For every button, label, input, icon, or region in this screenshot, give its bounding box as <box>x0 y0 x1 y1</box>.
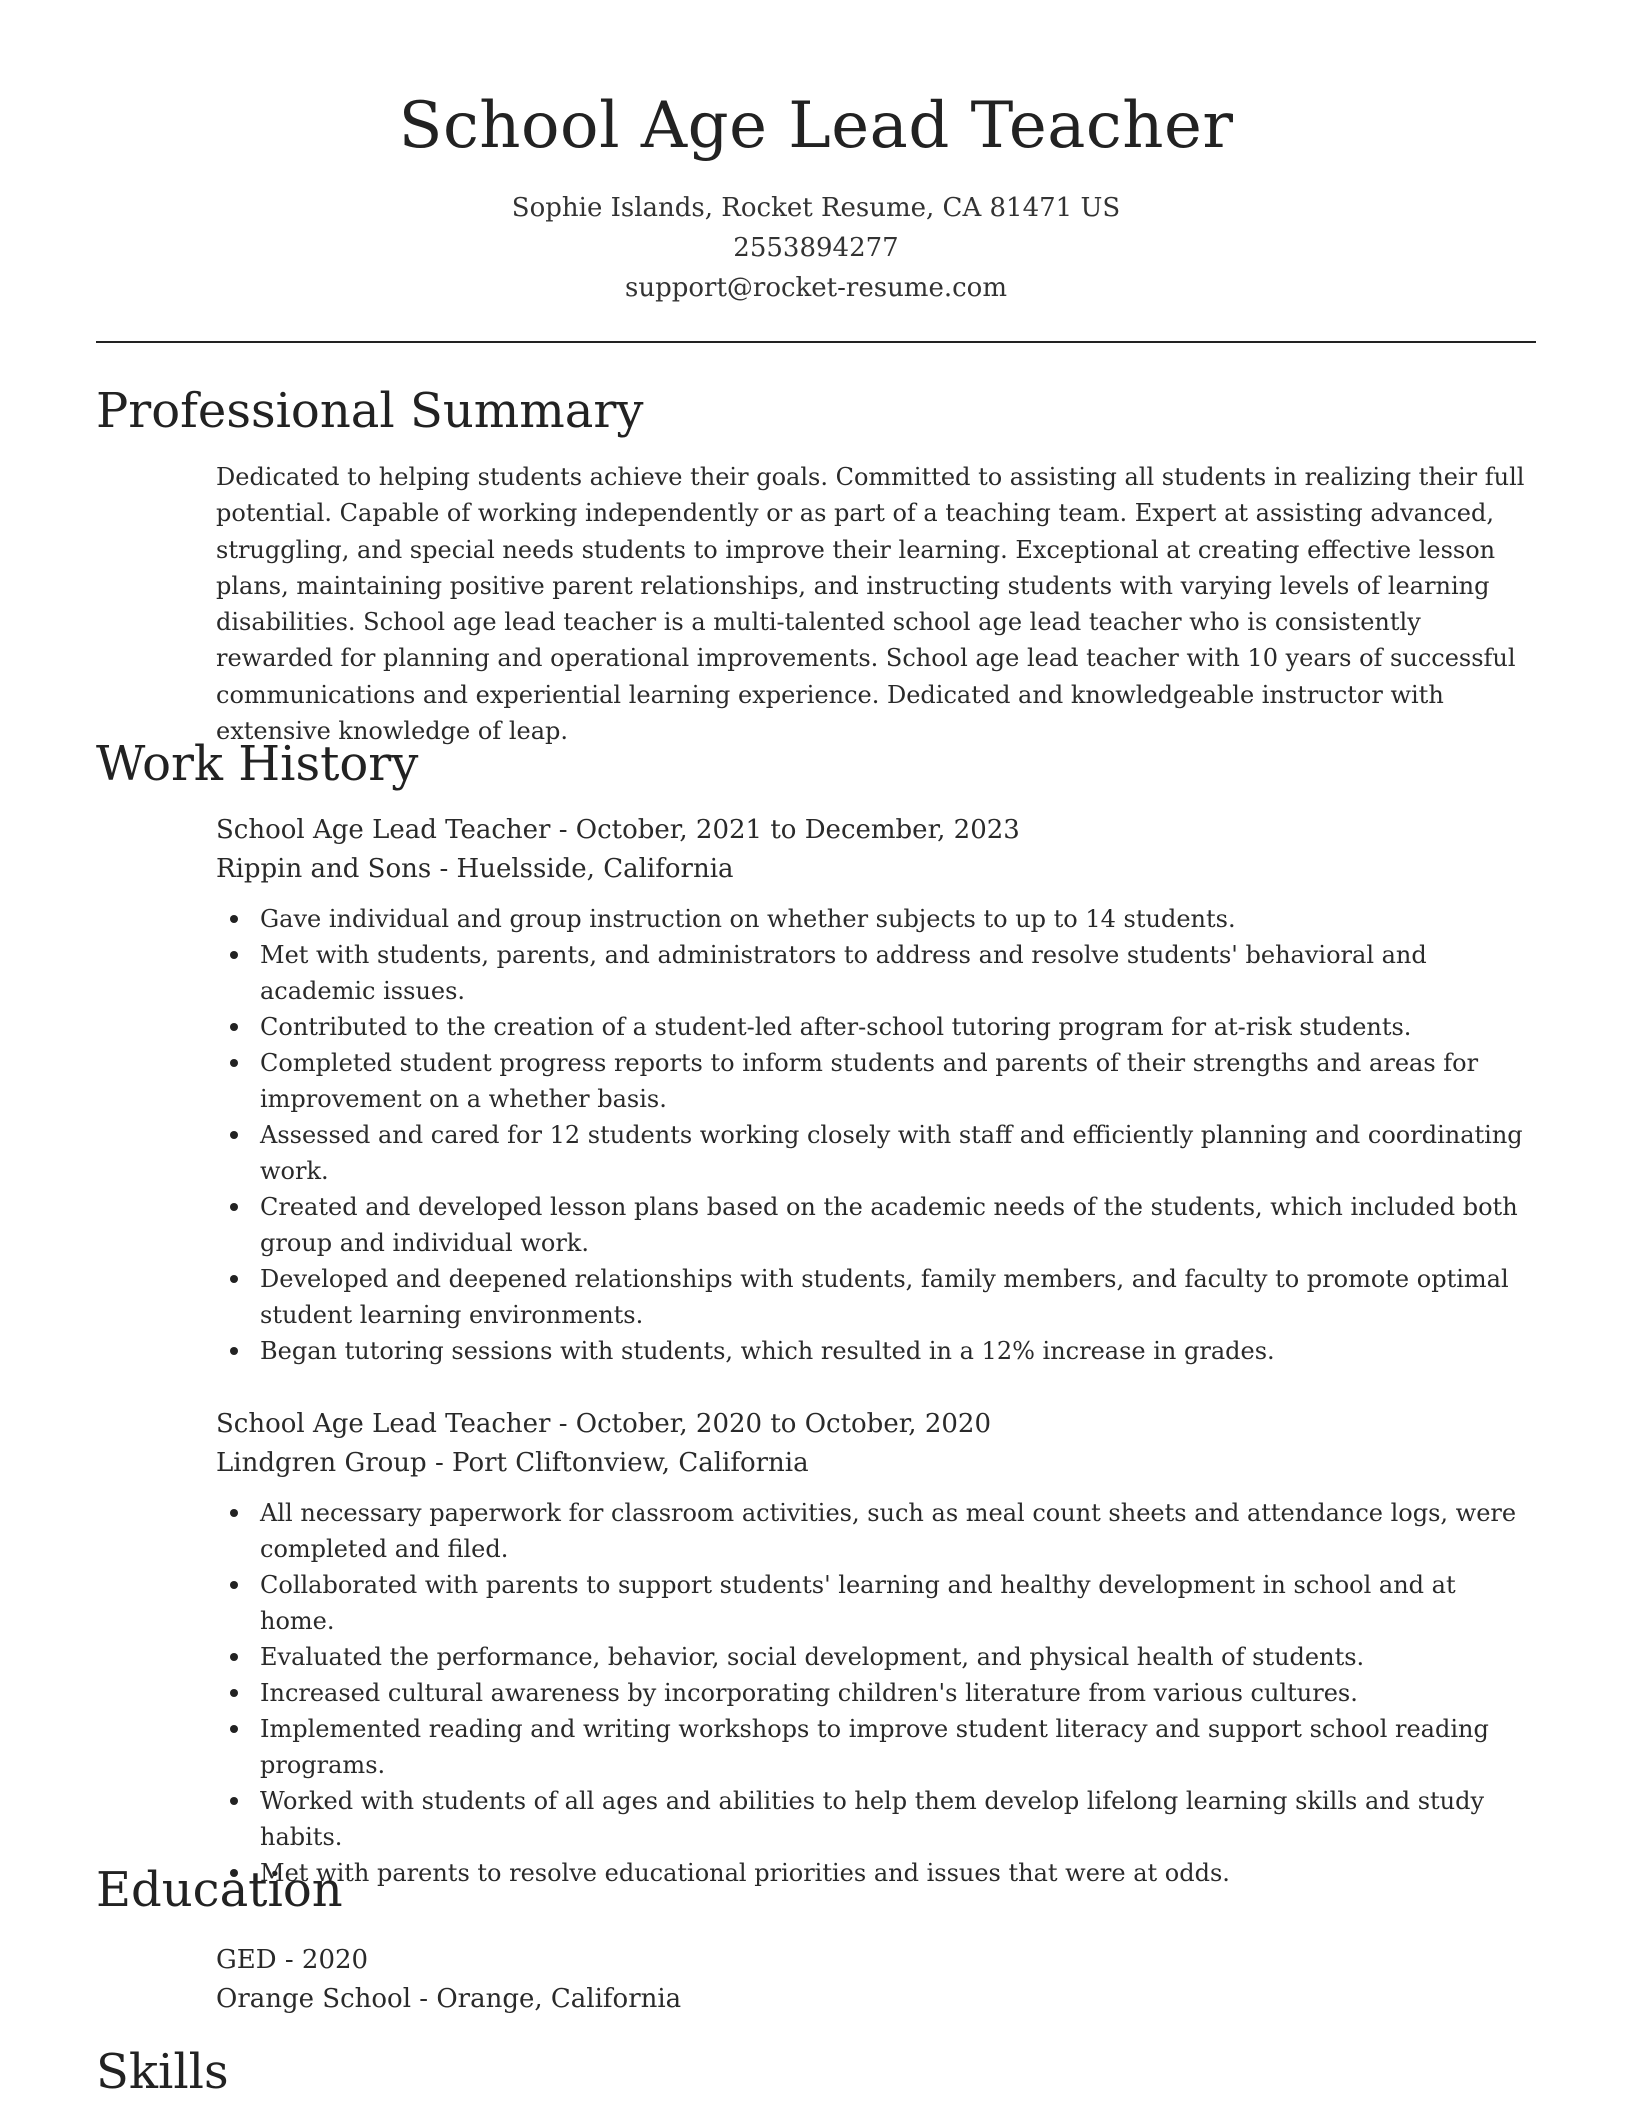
education-school: Orange School <box>216 1984 412 2014</box>
job-bullet-text: Met with students, parents, and administrators to address and resolve students' behavioral and academic issues. <box>260 941 1427 1005</box>
job-company-line <box>216 1444 1536 1483</box>
summary-text: Dedicated to helping students achieve their goals. Committed to assisting all students in realizing their full potential. Capable of working independently or as part of a teaching team. Expert at assisting advanced, struggling, and special needs students to improve their learning. Exceptional at creating effective lesson plans, maintaining positive parent relationships, and instructing students with varying levels of learning disabilities. School age lead teacher is a multi-talented school age lead teacher who is consistently rewarded for planning and operational improvements. School age lead teacher with 10 years of successful communications and experiential learning experience. Dedicated and knowledgeable instructor with extensive knowledge of leap. <box>216 463 1525 746</box>
job-bullet <box>216 1261 1536 1333</box>
job-entry <box>216 1405 1536 1891</box>
education-degree: GED <box>216 1945 277 1975</box>
job-location: - Port Cliftonview, California <box>426 1448 809 1478</box>
job-title-line <box>216 811 1536 850</box>
job-title: School Age Lead Teacher <box>216 1409 551 1439</box>
job-bullet-text: Developed and deepened relationships with students, family members, and faculty to promote optimal student learning environments. <box>260 1265 1509 1329</box>
job-bullet <box>216 1045 1536 1117</box>
job-location: - Huelsside, California <box>431 854 734 884</box>
bullet-dot-icon <box>230 1023 238 1031</box>
education-entry <box>216 1941 1536 2019</box>
contact-address: Sophie Islands, Rocket Resume, CA 81471 US <box>511 193 1121 223</box>
job-company-line <box>216 850 1536 889</box>
job-bullet <box>216 1333 1536 1369</box>
bullet-dot-icon <box>230 1131 238 1139</box>
job-bullet-text: All necessary paperwork for classroom activities, such as meal count sheets and attendance logs, were completed and filed. <box>260 1499 1517 1563</box>
bullet-dot-icon <box>230 1653 238 1661</box>
job-bullet <box>216 1783 1536 1855</box>
job-bullet-text: Assessed and cared for 12 students working closely with staff and efficiently planning and coordinating work. <box>260 1121 1523 1185</box>
job-bullet-text: Worked with students of all ages and abilities to help them develop lifelong learning skills and study habits. <box>260 1787 1485 1851</box>
job-title-line <box>216 1405 1536 1444</box>
job-bullet-text: Evaluated the performance, behavior, social development, and physical health of students. <box>260 1643 1365 1671</box>
job-bullet-text: Contributed to the creation of a student-led after-school tutoring program for at-risk students. <box>260 1013 1412 1041</box>
job-bullet <box>216 1567 1536 1639</box>
contact-info <box>96 188 1536 308</box>
bullet-dot-icon <box>230 1725 238 1733</box>
job-dates: - October, 2020 to October, 2020 <box>550 1409 991 1439</box>
job-company: Lindgren Group <box>216 1448 427 1478</box>
job-bullet-text: Completed student progress reports to inform students and parents of their strengths and areas for improvement on a whether basis. <box>260 1049 1479 1113</box>
bullet-dot-icon <box>230 1581 238 1589</box>
work-history-heading: Work History <box>96 736 419 792</box>
candidate-name: School Age Lead Teacher <box>398 89 1234 163</box>
bullet-dot-icon <box>230 1347 238 1355</box>
job-title: School Age Lead Teacher <box>216 815 551 845</box>
job-entry <box>216 811 1536 1369</box>
job-bullet-list <box>216 1495 1536 1891</box>
job-bullet <box>216 901 1536 937</box>
job-bullet <box>216 1675 1536 1711</box>
education-degree-line <box>216 1941 1536 1980</box>
bullet-dot-icon <box>230 1203 238 1211</box>
job-bullet-text: Began tutoring sessions with students, which resulted in a 12% increase in grades. <box>260 1337 1275 1365</box>
header-divider <box>96 341 1536 343</box>
summary-block <box>216 459 1536 749</box>
job-bullet-text: Gave individual and group instruction on whether subjects to up to 14 students. <box>260 905 1236 933</box>
job-bullet <box>216 1711 1536 1783</box>
resume-header <box>96 84 1536 308</box>
job-bullet <box>216 1495 1536 1567</box>
skills-heading: Skills <box>96 2044 229 2100</box>
bullet-dot-icon <box>230 1797 238 1805</box>
job-bullet <box>216 1855 1536 1891</box>
job-company: Rippin and Sons <box>216 854 432 884</box>
education-location: - Orange, California <box>411 1984 682 2014</box>
job-bullet-text: Implemented reading and writing workshops to improve student literacy and support school reading programs. <box>260 1715 1489 1779</box>
bullet-dot-icon <box>230 1689 238 1697</box>
job-bullet-text: Increased cultural awareness by incorporating children's literature from various cultures. <box>260 1679 1358 1707</box>
summary-heading: Professional Summary <box>96 383 644 439</box>
job-dates: - October, 2021 to December, 2023 <box>550 815 1020 845</box>
job-bullet-text: Collaborated with parents to support students' learning and healthy development in school and at home. <box>260 1571 1456 1635</box>
job-bullet-text: Created and developed lesson plans based on the academic needs of the students, which included both group and individual work. <box>260 1193 1518 1257</box>
bullet-dot-icon <box>230 1509 238 1517</box>
job-bullet-text: Met with parents to resolve educational priorities and issues that were at odds. <box>260 1859 1230 1887</box>
job-bullet <box>216 1009 1536 1045</box>
bullet-dot-icon <box>230 1275 238 1283</box>
bullet-dot-icon <box>230 1059 238 1067</box>
bullet-dot-icon <box>230 951 238 959</box>
education-heading: Education <box>96 1862 343 1918</box>
job-bullet <box>216 937 1536 1009</box>
bullet-dot-icon <box>230 915 238 923</box>
job-bullet <box>216 1117 1536 1189</box>
job-bullet-list <box>216 901 1536 1369</box>
contact-phone: 2553894277 <box>733 233 899 263</box>
education-school-line <box>216 1980 1536 2019</box>
education-year: - 2020 <box>276 1945 369 1975</box>
job-bullet <box>216 1639 1536 1675</box>
contact-email: support@rocket-resume.com <box>624 273 1007 303</box>
job-bullet <box>216 1189 1536 1261</box>
